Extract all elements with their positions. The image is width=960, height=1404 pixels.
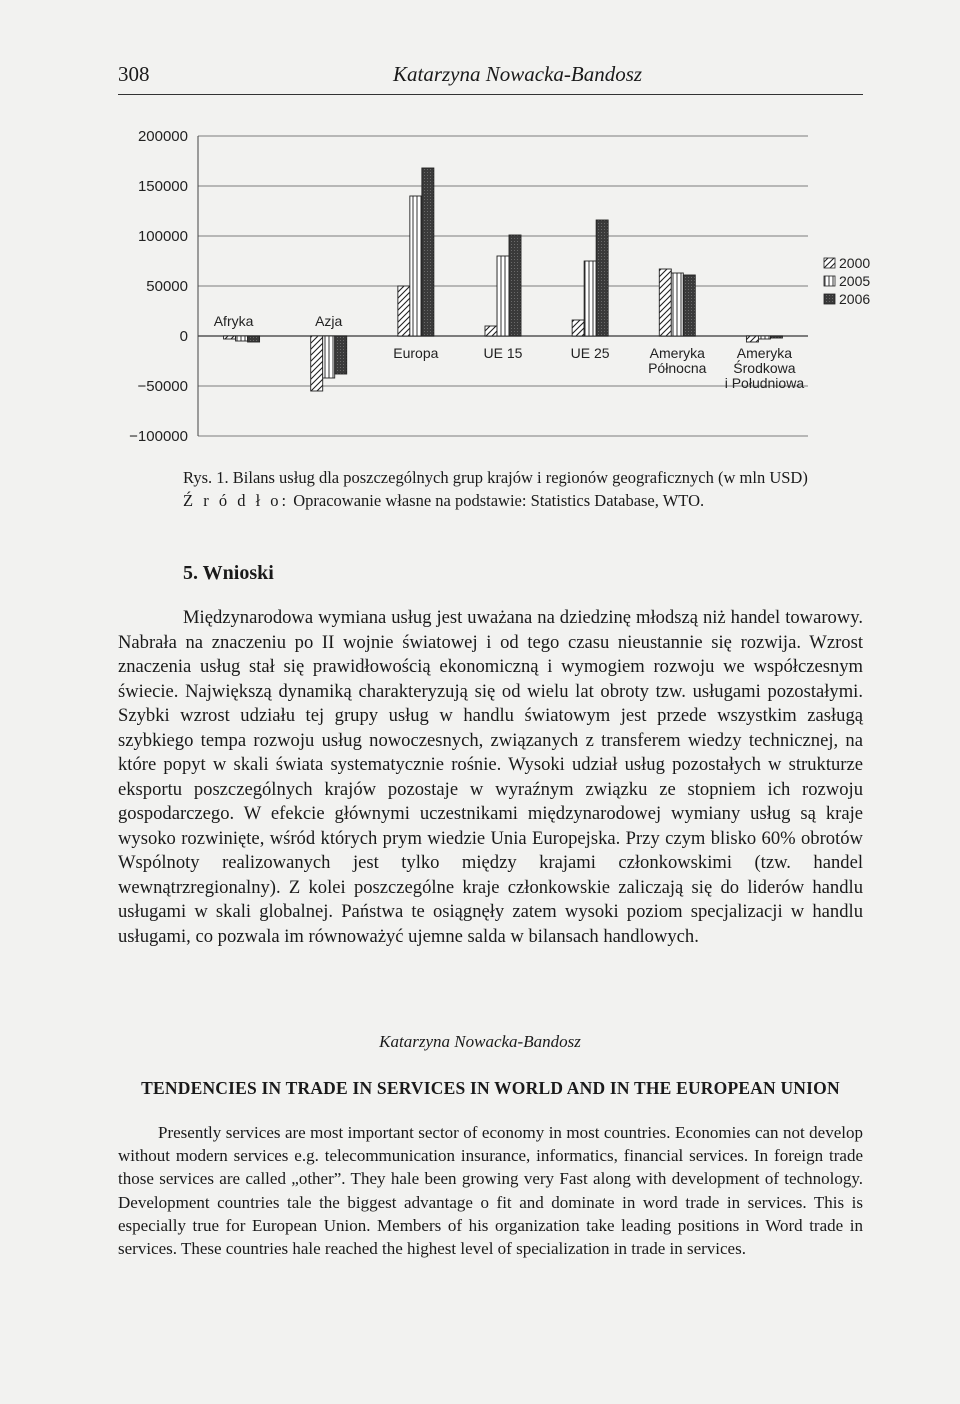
running-header xyxy=(118,60,863,95)
category-label: UE 25 xyxy=(570,345,610,361)
bar-2005 xyxy=(323,336,335,378)
bar-2000 xyxy=(224,336,236,339)
bar-2006 xyxy=(509,235,521,336)
bar-2005 xyxy=(497,256,509,336)
abstract-author: Katarzyna Nowacka-Bandosz xyxy=(379,1032,581,1051)
legend-label-2000: 2000 xyxy=(839,255,871,271)
category-label: Środkowa xyxy=(733,360,796,376)
source-label: Ź r ó d ł o: xyxy=(183,491,290,510)
y-tick-label: −50000 xyxy=(137,378,188,395)
category-label: i Południowa xyxy=(724,375,805,391)
y-tick-label: −100000 xyxy=(129,428,188,445)
bar-2006 xyxy=(683,275,695,336)
category-label: Afryka xyxy=(213,313,254,329)
bar-2000 xyxy=(485,326,497,336)
y-tick-label: 200000 xyxy=(137,128,188,145)
category-label: UE 15 xyxy=(483,345,523,361)
legend-label-2006: 2006 xyxy=(839,291,871,307)
bar-2005 xyxy=(758,336,770,339)
bar-2005 xyxy=(584,261,596,336)
legend-swatch-2006 xyxy=(824,294,835,304)
bar-2000 xyxy=(659,269,671,336)
bar-2000 xyxy=(746,336,758,342)
bar-2006 xyxy=(770,336,782,338)
category-label: Ameryka xyxy=(736,345,793,361)
abstract-paragraph: Presently services are most important sector of economy in most countries. Economies can not develop without modern services e.g. telecommunication insurance, informatics, financial services. In foreign trade those services are called „other”. They hale been growing very Fast along with development of technology. Development countries tale the biggest advantage o fit and dominate in word trade in services. This is especially true for European Union. Members of his organization take leading positions in Word trade in services. These countries hale reached the highest level of specialization in trade in services. xyxy=(118,1123,863,1259)
source-text: Opracowanie własne na podstawie: Statistics Database, WTO. xyxy=(293,491,705,510)
services-balance-chart xyxy=(108,120,888,460)
category-label: Europa xyxy=(393,345,439,361)
conclusions-paragraph: Międzynarodowa wymiana usług jest uważana na dziedzinę młodszą niż handel towarowy. Nabrała na znaczeniu po II wojnie światowej i od tego czasu nieustannie się rozwija. Wzrost znaczenia usług stał się prawidłowością ekonomiczną i wymogiem rozwoju we współczesnym świecie. Największą dynamiką charakteryzują się od wielu lat obroty tzw. usługami pozostałymi. Szybki wzrost udziału tej grupy usług w handlu światowym jest przede wszystkim zasługą szybkiego tempa rozwoju usług nowoczesnych, związanych z transferem wiedzy technicznej, na które popyt w skali świata systematycznie rośnie. Wysoki udział usług pozostałych w strukturze eksportu poszczególnych krajów pozostaje w wyraźnym związku ze stopniem ich rozwoju gospodarczego. W efekcie głównymi uczestnikami międzynarodowej wymiany usług są kraje wysoko rozwinięte, wśród których prym wiedzie Unia Europejska. Przy czym blisko 60% obrotów Wspólnoty realizowanych jest tylko między krajami członkowskimi (tzw. handel wewnątrzregionalny). Z kolei poszczególne kraje członkowskie zaliczają się do liderów handlu usługami w skali globalnej. Państwa te osiągnęły zatem wysoki poziom specjalizacji w handlu usługami, co pozwala im równoważyć ujemne salda w bilansach handlowych. xyxy=(118,607,863,947)
bar-2005 xyxy=(410,196,422,336)
bar-2006 xyxy=(422,168,434,336)
category-label: Ameryka xyxy=(649,345,705,361)
bar-2005 xyxy=(671,273,683,336)
bar-2000 xyxy=(398,286,410,336)
bar-2006 xyxy=(596,220,608,336)
figure-source xyxy=(183,489,863,512)
category-label: Północna xyxy=(648,360,707,376)
legend-swatch-2005 xyxy=(824,276,835,286)
figure-caption xyxy=(183,466,863,512)
chart-legend xyxy=(824,255,870,307)
y-tick-label: 50000 xyxy=(146,278,188,295)
y-axis-ticks xyxy=(129,128,188,445)
bar-2005 xyxy=(236,336,248,341)
y-tick-label: 100000 xyxy=(137,228,188,245)
bar-2000 xyxy=(572,320,584,336)
legend-label-2005: 2005 xyxy=(839,273,871,289)
running-author: Katarzyna Nowacka-Bandosz xyxy=(393,62,643,86)
bar-2000 xyxy=(311,336,323,391)
y-tick-label: 0 xyxy=(179,328,188,345)
section-heading: 5. Wnioski xyxy=(183,562,274,584)
category-label: Azja xyxy=(315,313,343,329)
page-number: 308 xyxy=(118,62,150,86)
y-tick-label: 150000 xyxy=(137,178,188,195)
abstract-title: TENDENCIES IN TRADE IN SERVICES IN WORLD AND IN THE EUROPEAN UNION xyxy=(141,1078,840,1098)
figure-title: Rys. 1. Bilans usług dla poszczególnych grup krajów i regionów geograficznych (w mln USD) xyxy=(183,468,808,487)
bar-2006 xyxy=(248,336,260,342)
legend-swatch-2000 xyxy=(824,258,835,268)
bar-2006 xyxy=(335,336,347,374)
